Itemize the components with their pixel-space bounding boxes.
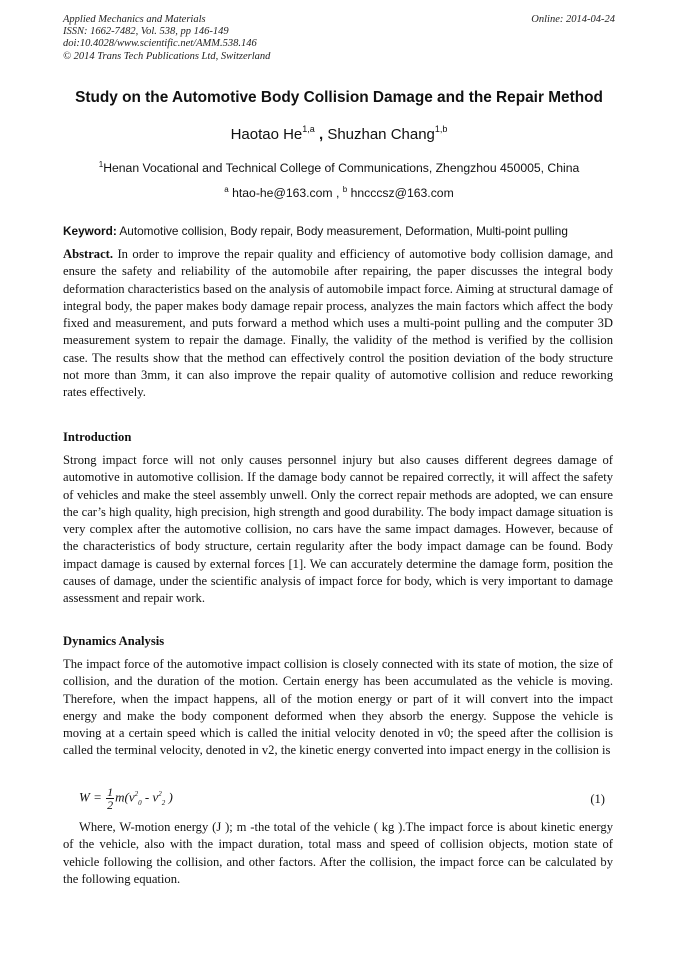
doi-line: doi:10.4028/www.scientific.net/AMM.538.146 [63, 38, 257, 50]
equation-1 [79, 786, 173, 816]
copyright-line: © 2014 Trans Tech Publications Ltd, Switzerland [63, 50, 271, 62]
online-date: Online: 2014-04-24 [531, 14, 615, 25]
email-sup: b [342, 185, 348, 194]
abstract-label: Abstract. [63, 247, 114, 261]
eq-sub: 2 [161, 799, 166, 808]
abstract [63, 246, 613, 402]
equation-number: (1) [590, 792, 605, 806]
author-list [40, 124, 638, 143]
email-sup: a [224, 185, 229, 194]
dynamics-paragraph: The impact force of the automotive impact collision is closely connected with its state of motion, the size of collision, and the duration of the motion. Certain energy has been accumulated as the vehicle is moving. Therefore, when the impact happens, all of the motion energy or part of it will convert into the impact energy and make the body component deformed when they absorb the energy. Suppose the vehicle is moving at a certain speed which is called the initial velocity denoted in v0; the speed after the collision is called the terminal velocity, denoted in v2, the kinetic energy converted into impact energy in the collision is [63, 657, 613, 758]
equation-close: ) [165, 789, 173, 805]
author-name: Shuzhan Chang [327, 126, 435, 143]
eq-sub: 0 [138, 799, 142, 808]
abstract-text: In order to improve the repair quality and efficiency of automotive body collision damage, and ensure the safety and reliability of the automobile after repairing, the paper discusses the integral body deformation characteristics based on the analysis of automobile impact force. Aiming at structural damage of integral body, the paper makes body damage repair process, analyzes the main factors which affect the body fixed and measurement, and puts forward a method which uses a multi-point pulling and the computer 3D measurement system to repair the damage. Finally, the validity of the method is verified by the collision case. The results show that the method can effectively control the position deviation of the body structure not more than 3mm, it can also improve the repair quality of automotive collision and reduce reworking rates effectively. [63, 247, 613, 400]
paper-title: Study on the Automotive Body Collision Damage and the Repair Method [75, 89, 603, 106]
keywords [63, 224, 623, 238]
author-name: Haotao He [230, 126, 303, 143]
email-address[interactable]: htao-he@163.com [232, 186, 333, 200]
where-paragraph: Where, W-motion energy (J ); m -the total of the vehicle ( kg ).The impact force is about kinetic energy of the vehicle, also with the impact duration, total mass and speed of collision objects, motion state of vehicle following the collision, and other factors. After the collision, the impact force can be calculated by the following equation. [63, 820, 613, 886]
issn-line: ISSN: 1662-7482, Vol. 538, pp 146-149 [63, 26, 229, 38]
section-heading-dynamics: Dynamics Analysis [63, 634, 165, 648]
author-separator: , [318, 126, 324, 143]
equation-fraction [106, 786, 114, 811]
introduction-paragraph: Strong impact force will not only causes personnel injury but also causes different degrees damage of automotive in automotive collision. If the damage body cannot be repaired correctly, it will affect the safety of vehicles and make the steel assembly unwell. Only the correct repair methods are adopted, we can ensure the car’s high quality, high precision, high strength and good durability. The body impact damage situation is very complex after the automotive collision, no cars have the same impact damages. However, because of the characteristics of body structure, certain regularity after the body impact damage can be found. Body impact damage is caused by external forces [1]. We can accurately determine the damage form, position the causes of damage, under the scientific analysis of impact force for body, which is very important to damage assessment and repair work. [63, 453, 613, 606]
author-sup: 1,b [434, 124, 448, 134]
affiliation-sup: 1 [98, 160, 104, 169]
eq-sup: 2 [134, 790, 139, 799]
equation-rhs-m: m(v [115, 789, 135, 805]
email-list: $^a$ htao-he@163.com , $^b$ hncccsz@163.com [224, 185, 454, 200]
fraction-numerator: 1 [107, 785, 114, 799]
keyword-label: Keyword: [63, 224, 117, 238]
author-sup: 1,a [302, 124, 315, 134]
equation-lhs: W = [79, 789, 102, 805]
keyword-text: Automotive collision, Body repair, Body measurement, Deformation, Multi-point pulling [119, 224, 568, 238]
fraction-denominator: 2 [107, 798, 114, 812]
affiliation [40, 160, 638, 175]
equation-minus: - v [141, 789, 159, 805]
affiliation-text: Henan Vocational and Technical College of Communications, Zhengzhou 450005, China [103, 161, 580, 175]
email-address[interactable]: hncccsz@163.com [350, 186, 454, 200]
journal-header [63, 14, 270, 63]
eq-sup: 2 [158, 790, 162, 799]
section-heading-introduction: Introduction [63, 430, 132, 444]
journal-name: Applied Mechanics and Materials [63, 14, 206, 25]
